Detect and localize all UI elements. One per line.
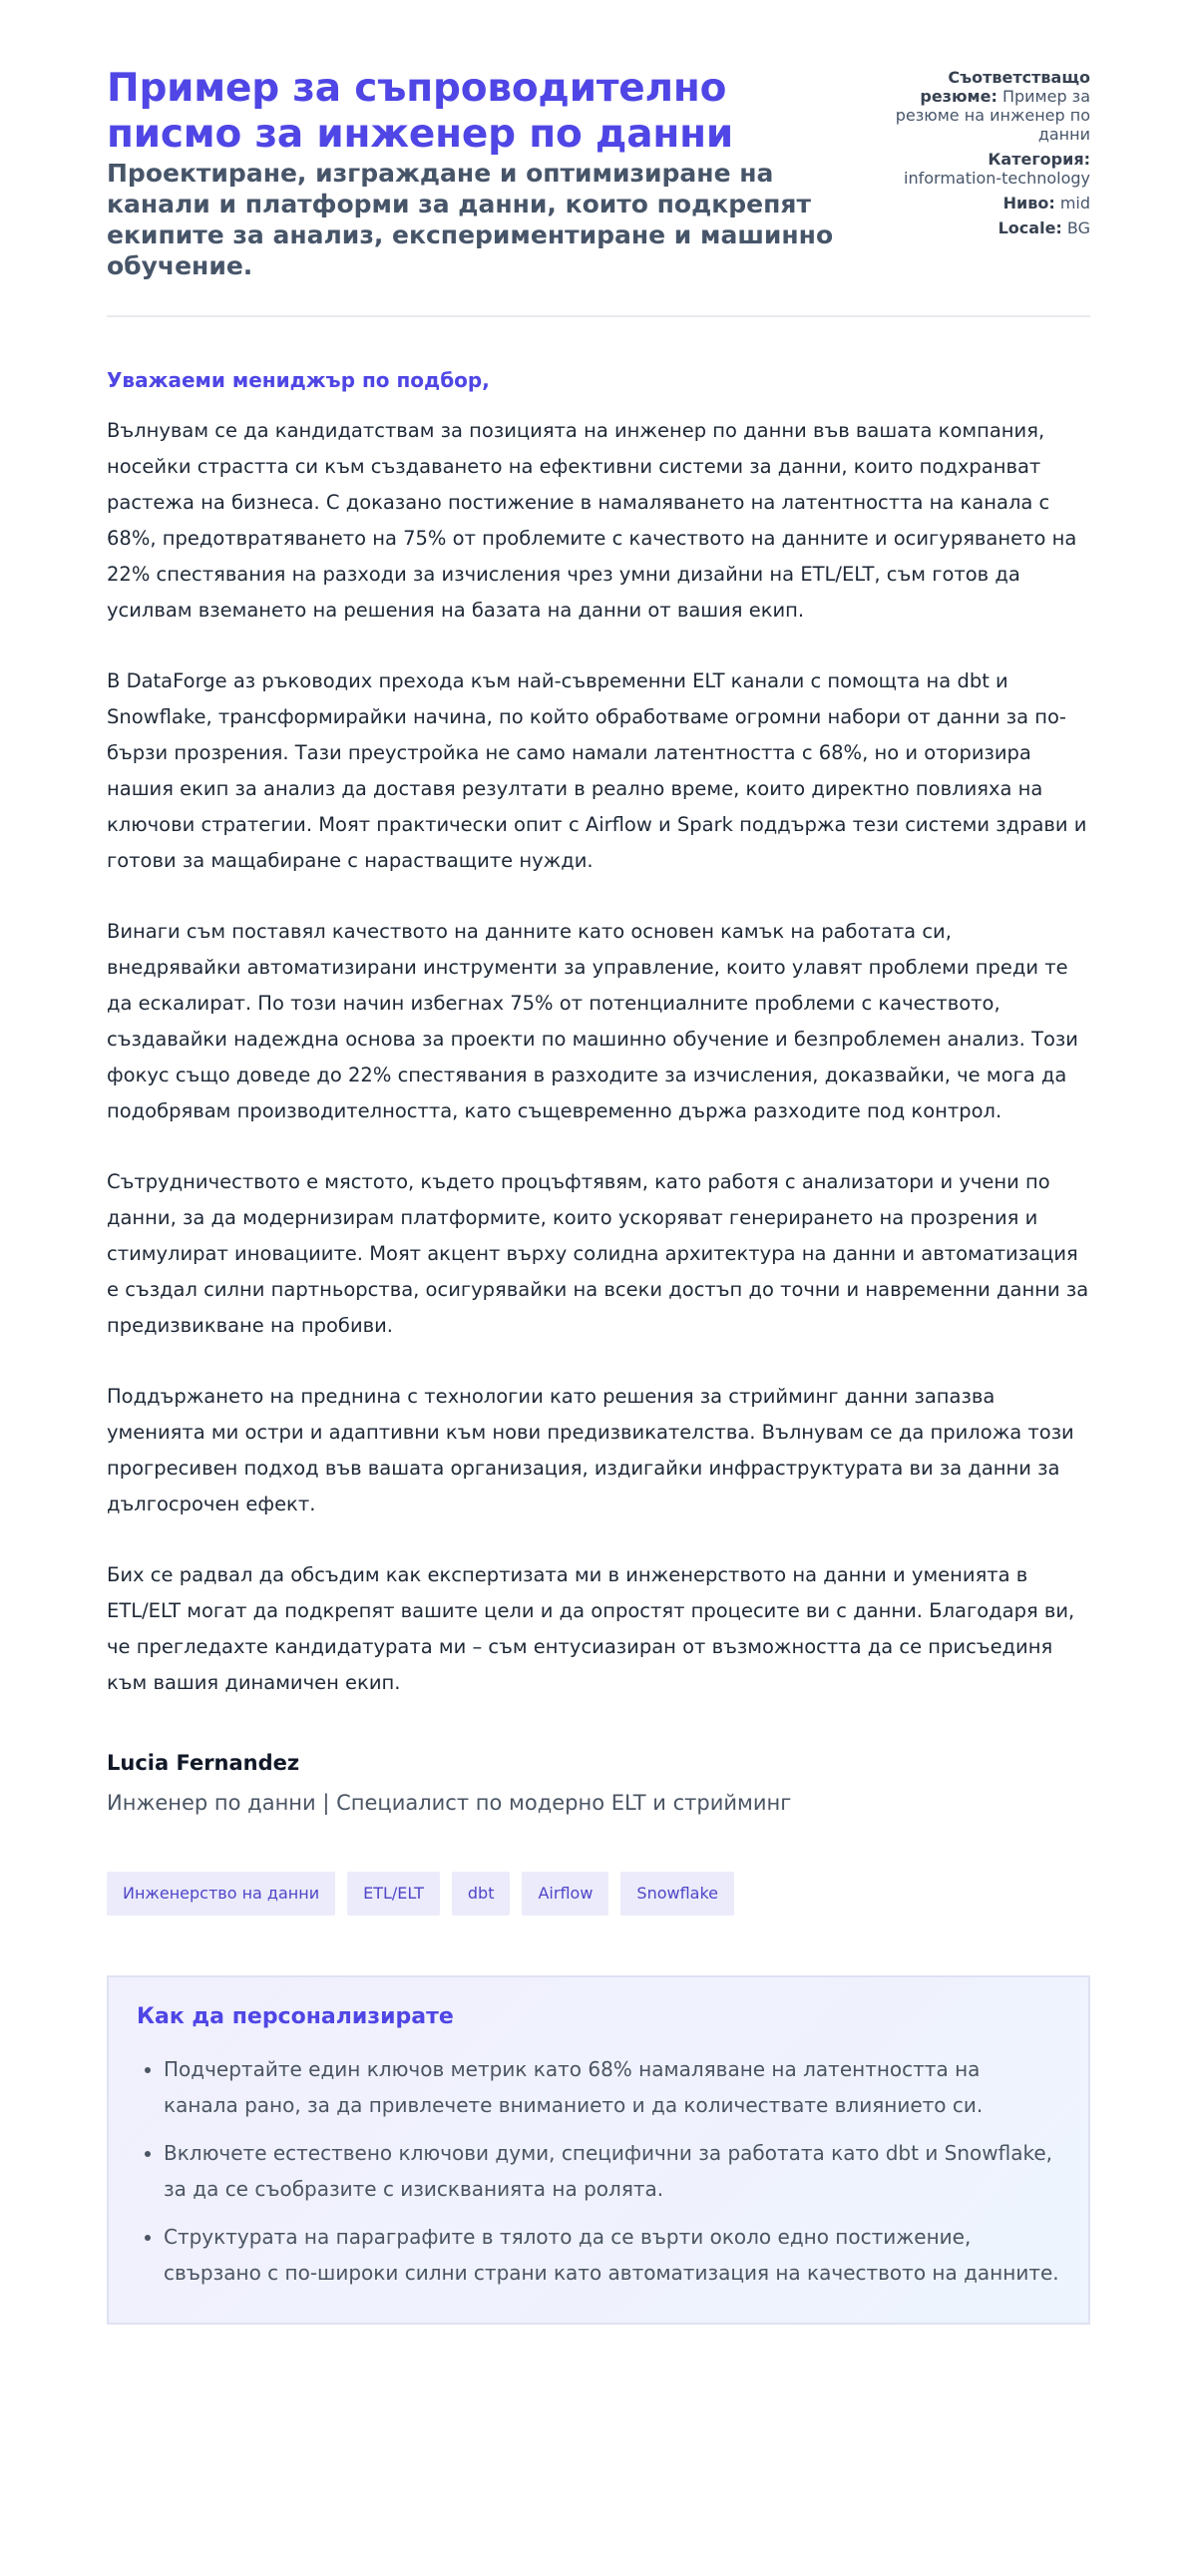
skill-tag: Snowflake <box>620 1872 734 1916</box>
letter-paragraph: Вълнувам се да кандидатствам за позицията на инженер по данни във вашата компания, носейки страстта си към създаването на ефективни системи за данни, които подхранват растежа на бизнеса. С доказано постижение в намаляването на латентността на канала с 68%, предотвратяването на 75% от проблемите с качеството на данните и осигуряването на 22% спестявания на разходи за изчисления чрез умни дизайни на ETL/ELT, съм готов да усилвам вземането на решения на базата на данни от вашия екип. <box>107 419 1077 622</box>
letter-greeting: Уважаеми мениджър по подбор, <box>107 368 490 392</box>
tips-list <box>137 2051 1060 2291</box>
letter-paragraph: Поддържането на преднина с технологии като решения за стрийминг данни запазва уменията ми остри и адаптивни към нови предизвикателства. Вълнувам се да приложа този прогресивен подход във вашата организация, издигайки инфраструктурата ви за данни за дългосрочен ефект. <box>107 1385 1074 1515</box>
meta-locale-value: BG <box>1066 218 1090 237</box>
meta-category-value: information-technology <box>904 169 1090 188</box>
meta-level <box>891 194 1090 213</box>
meta-level-label: Ниво: <box>1002 194 1055 213</box>
signature-name: Lucia Fernandez <box>107 1751 300 1775</box>
header-titles <box>107 66 865 281</box>
page-header <box>107 66 1090 317</box>
letter-paragraph: Винаги съм поставял качеството на данните като основен камък на работата си, внедрявайки автоматизирани инструменти за управление, които улавят проблеми преди те да ескалират. По този начин избегнах 75% от потенциалните проблеми с качеството, създавайки надеждна основа за проекти по машинно обучение и безпроблемен анализ. Този фокус също доведе до 22% спестявания в разходите за изчисления, доказвайки, че мога да подобрявам производителността, като същевременно държа разходите под контрол. <box>107 920 1078 1122</box>
customization-tips <box>107 1975 1090 2325</box>
letter-body <box>107 413 1090 1701</box>
skill-tag: Инженерство на данни <box>107 1872 335 1916</box>
page-subtitle: Проектиране, изграждане и оптимизиране на канали и платформи за данни, които подкрепят екипите за анализ, експериментиране и машинно обучение. <box>107 159 834 280</box>
meta-locale <box>891 218 1090 237</box>
skill-tags <box>107 1872 1090 1916</box>
meta-locale-label: Locale: <box>998 218 1062 237</box>
tips-title: Как да персонализирате <box>137 2004 454 2029</box>
meta-level-value: mid <box>1059 194 1090 213</box>
meta-panel <box>891 66 1090 243</box>
tip-item: • Структурата на параграфите в тялото да се върти около едно постижение, свързано с по-широки силни страни като автоматизация на качеството на данните. <box>164 2219 1060 2291</box>
meta-resume <box>891 68 1090 144</box>
tip-item: • Подчертайте един ключов метрик като 68% намаляване на латентността на канала рано, за да привлечете вниманието и да количествате влиянието си. <box>164 2051 1060 2123</box>
skill-tag: Airflow <box>522 1872 608 1916</box>
meta-resume-value: Пример за резюме на инженер по данни <box>895 87 1090 144</box>
skill-tag: dbt <box>452 1872 511 1916</box>
meta-resume-label: Съответстващо резюме: <box>920 68 1090 106</box>
page-title: Пример за съпроводително писмо за инженер по данни <box>107 66 733 157</box>
letter-paragraph: Бих се радвал да обсъдим как експертизата ми в инженерството на данни и уменията в ETL/ELT могат да подкрепят вашите цели и да опростят процесите ви с данни. Благодаря ви, че прегледахте кандидатурата ми – съм ентусиазиран от възможността да се присъединя към вашия динамичен екип. <box>107 1563 1075 1694</box>
tip-item: • Включете естествено ключови думи, специфични за работата като dbt и Snowflake, за да се съобразите с изискванията на ролята. <box>164 2135 1060 2207</box>
signature-block <box>107 1749 1090 1817</box>
meta-category <box>891 150 1090 188</box>
meta-category-label: Категория: <box>988 150 1090 169</box>
letter-paragraph: Сътрудничеството е мястото, където процъфтявям, като работя с анализатори и учени по данни, за да модернизирам платформите, които ускоряват генерирането на прозрения и стимулират иновациите. Моят акцент върху солидна архитектура на данни и автоматизация е създал силни партньорства, осигурявайки на всеки достъп до точни и навременни данни за предизвикване на пробиви. <box>107 1170 1089 1337</box>
skill-tag: ETL/ELT <box>347 1872 440 1916</box>
letter-paragraph: В DataForge аз ръководих прехода към най-съвременни ELT канали с помощта на dbt и Snowflake, трансформирайки начина, по който обработваме огромни набори от данни за по-бързи прозрения. Тази преустройка не само намали латентността с 68%, но и оторизира нашия екип за анализ да доставя резултати в реално време, които директно повлияха на ключови стратегии. Моят практически опит с Airflow и Spark поддържа тези системи здрави и готови за мащабиране с нарастващите нужди. <box>107 669 1087 872</box>
signature-title: Инженер по данни | Специалист по модерно ELT и стрийминг <box>107 1791 792 1815</box>
